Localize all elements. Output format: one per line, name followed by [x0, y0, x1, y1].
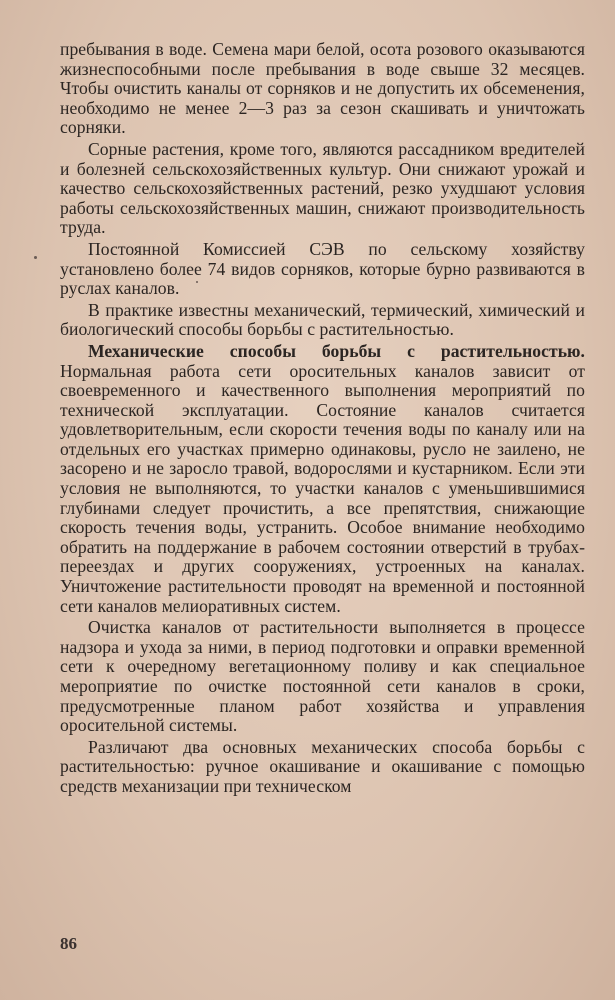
- paragraph: [60, 342, 585, 616]
- print-speck: [34, 256, 37, 259]
- paragraph: Различают два основных механических способа борьбы с растительностью: ручное окашивание и окашивание с помощью средств механизации при техническом: [60, 736, 585, 796]
- paragraph: Постоянной Комиссией СЭВ по сельскому хозяйству установлено более 74 видов сорняков, которые бурно развиваются в руслах каналов.: [60, 238, 585, 299]
- paragraph: В практике известны механический, термический, химический и биологический способы борьбы с растительностью.: [60, 299, 585, 340]
- paragraph: Очистка каналов от растительности выполняется в процессе надзора и ухода за ними, в период подготовки и оправки временной сети к очередному вегетационному поливу и как специальное мероприятие по очистке постоянной сети каналов в сроки, предусмотренные планом работ хозяйства и управления оросительной системы.: [60, 617, 585, 736]
- paragraph: пребывания в воде. Семена мари белой, осота розового оказываются жизнеспособными после пребывания в воде свыше 32 месяцев. Чтобы очистить каналы от сорняков и не допустить их обсеменения, необходимо не менее 2—3 раз за сезон скашивать и уничтожать сорняки.: [60, 39, 585, 138]
- section-heading: Механические способы борьбы с растительностью.: [88, 340, 585, 361]
- paragraph-text: Нормальная работа сети оросительных каналов зависит от своевременного и качественного выполнения мероприятий по технической эксплуатации. Состояние каналов считается удовлетворительным, если скорости течения воды по каналу или на отдельных его участках примерно одинаковы, русло не заилено, не засорено и не заросло травой, водорослями и кустарником. Если эти условия не выполняются, то участки каналов с уменьшившимися глубинами следует прочистить, а все препятствия, снижающие скорость течения воды, устранить. Особое внимание необходимо обратить на поддержание в рабочем состоянии отверстий в трубах-переездах и других сооружениях, устроенных на каналах. Уничтожение растительности проводят на временной и постоянной сети каналов мелиоративных систем.: [60, 360, 585, 616]
- body-text: [60, 40, 585, 797]
- paragraph: Сорные растения, кроме того, являются рассадником вредителей и болезней сельскохозяйственных культур. Они снижают урожай и качество сельскохозяйственных растений, резко ухудшают условия работы сельскохозяйственных машин, снижают производительность труда.: [60, 138, 585, 238]
- page-number: 86: [60, 934, 77, 953]
